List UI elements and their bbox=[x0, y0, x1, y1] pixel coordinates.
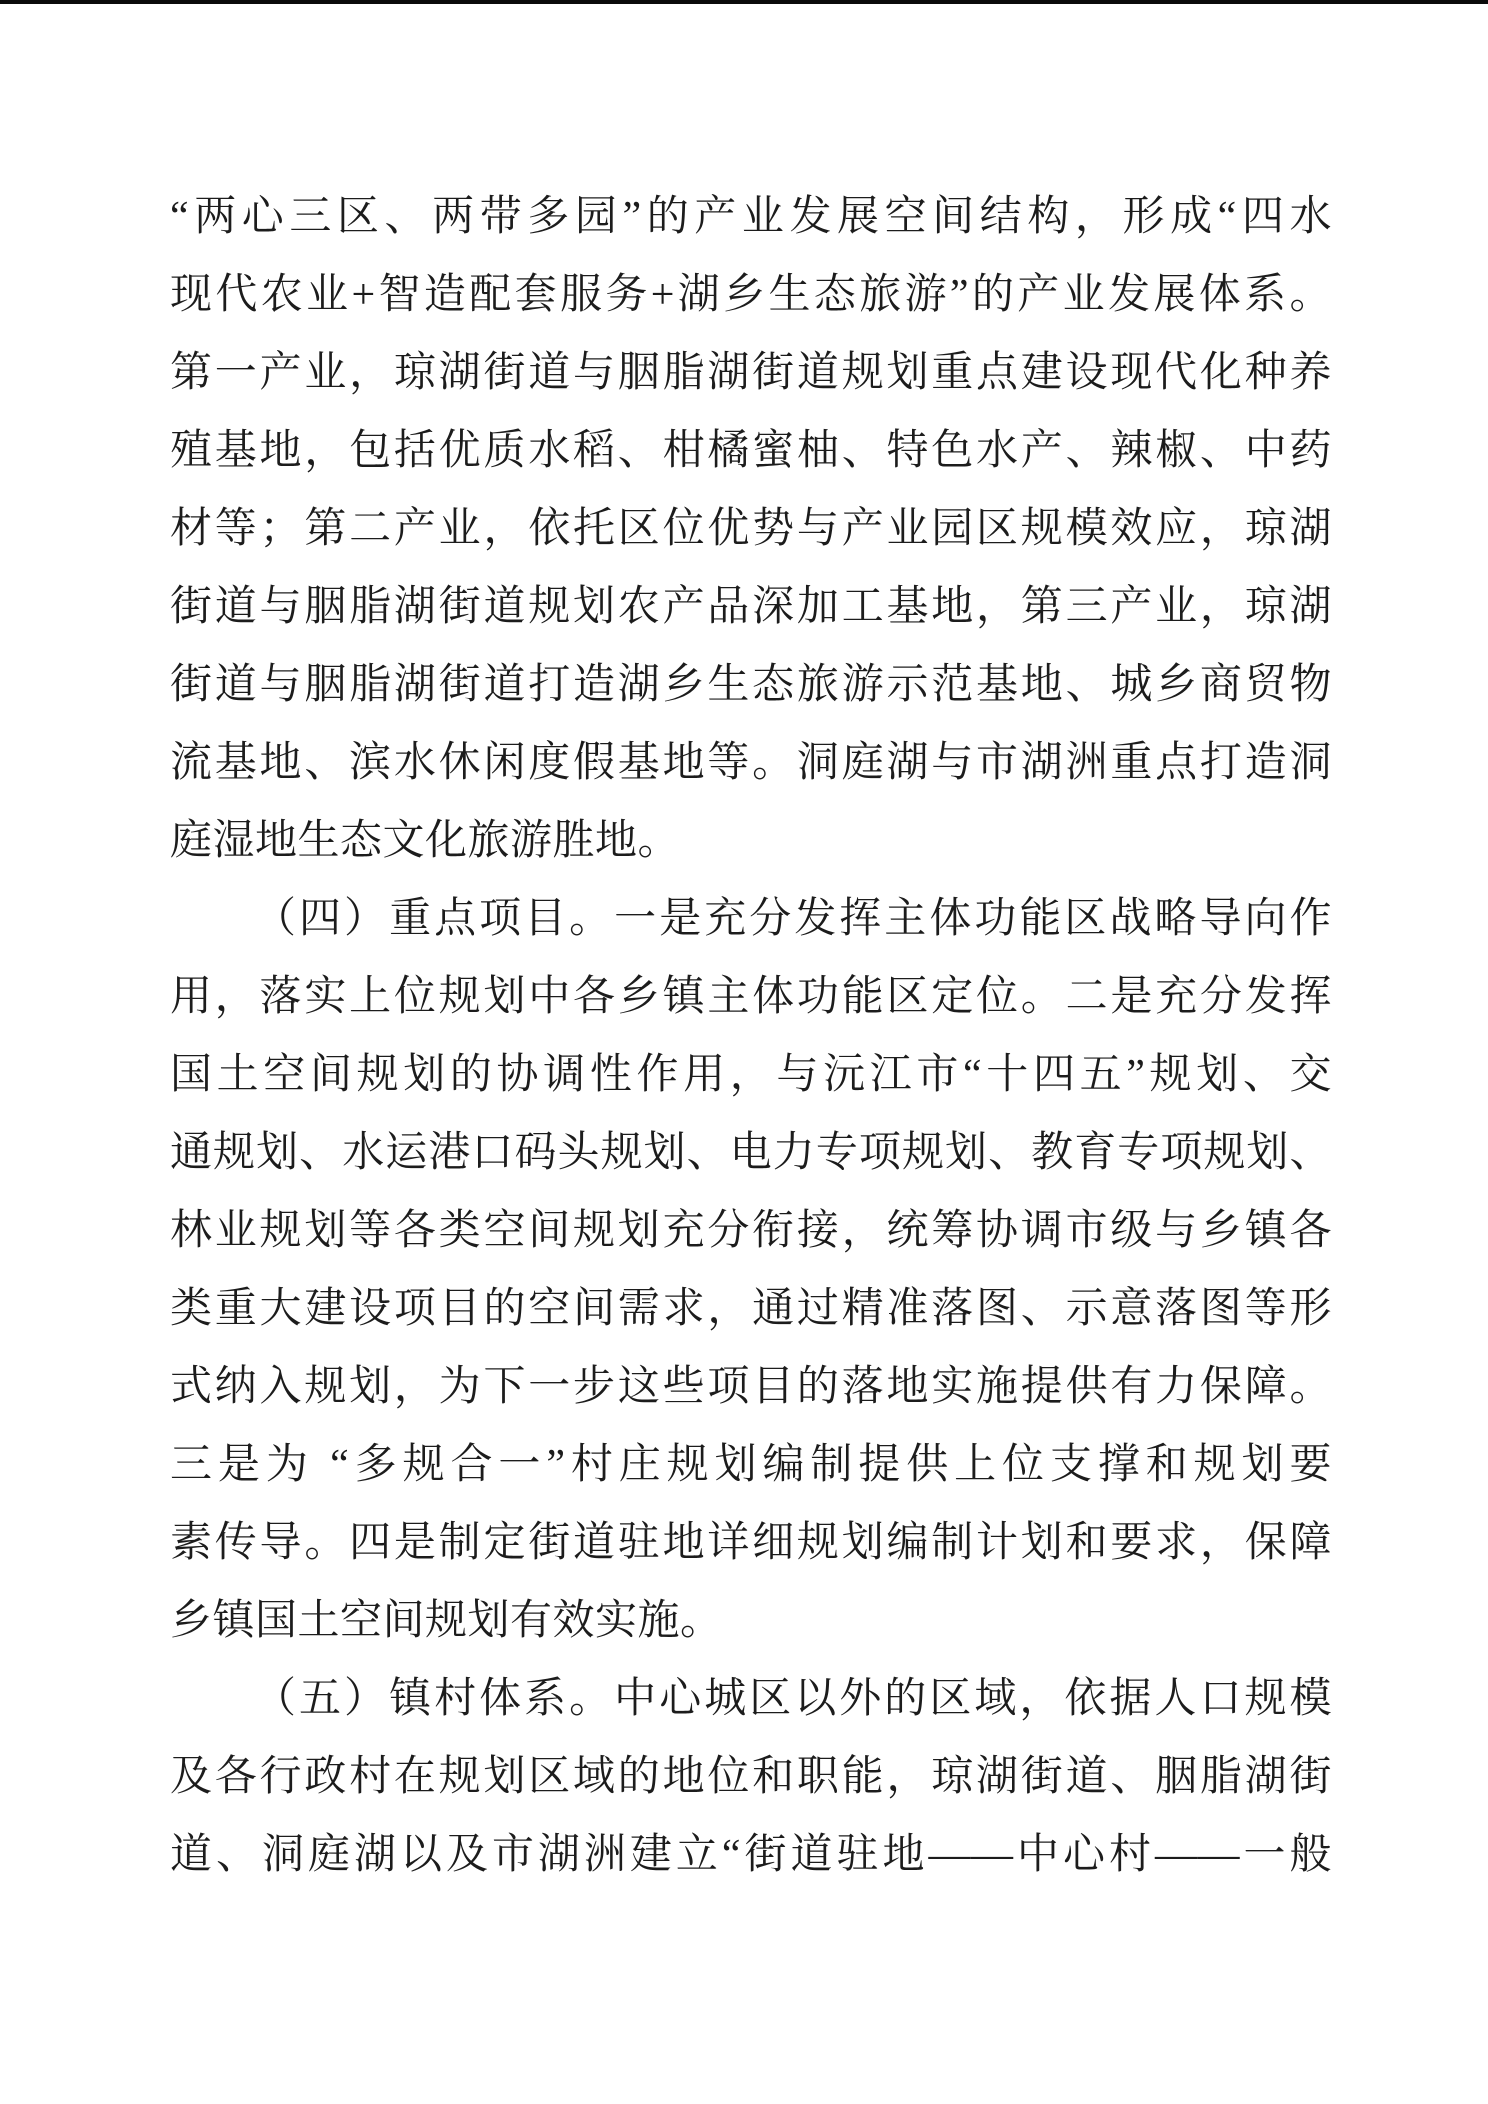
text-line: 用，落实上位规划中各乡镇主体功能区定位。二是充分发挥 bbox=[170, 974, 1332, 1020]
document-text-block bbox=[170, 178, 1332, 1894]
text-line: 林业规划等各类空间规划充分衔接，统筹协调市级与乡镇各 bbox=[170, 1208, 1332, 1254]
text-line: 道、洞庭湖以及市湖洲建立“街道驻地——中心村——一般 bbox=[170, 1832, 1332, 1878]
text-line: 现代农业+智造配套服务+湖乡生态旅游”的产业发展体系。 bbox=[170, 272, 1332, 318]
paragraph-key-projects bbox=[170, 880, 1332, 1660]
text-line: 类重大建设项目的空间需求，通过精准落图、示意落图等形 bbox=[170, 1286, 1332, 1332]
text-line: 式纳入规划，为下一步这些项目的落地实施提供有力保障。 bbox=[170, 1364, 1332, 1410]
text-line: 及各行政村在规划区域的地位和职能，琼湖街道、胭脂湖街 bbox=[170, 1754, 1332, 1800]
paragraph-town-village-system bbox=[170, 1660, 1332, 1894]
text-line: 街道与胭脂湖街道打造湖乡生态旅游示范基地、城乡商贸物 bbox=[170, 662, 1332, 708]
page-top-edge-line bbox=[0, 0, 1488, 4]
text-line: （五）镇村体系。中心城区以外的区域，依据人口规模 bbox=[254, 1676, 1332, 1722]
text-line: “两心三区、两带多园”的产业发展空间结构，形成“四水 bbox=[170, 194, 1332, 240]
text-line: 第一产业，琼湖街道与胭脂湖街道规划重点建设现代化种养 bbox=[170, 350, 1332, 396]
text-line: 庭湿地生态文化旅游胜地。 bbox=[170, 818, 681, 864]
text-line: 街道与胭脂湖街道规划农产品深加工基地，第三产业，琼湖 bbox=[170, 584, 1332, 630]
text-line: 乡镇国土空间规划有效实施。 bbox=[170, 1598, 723, 1644]
text-line: 材等；第二产业，依托区位优势与产业园区规模效应，琼湖 bbox=[170, 506, 1332, 552]
text-line: 素传导。四是制定街道驻地详细规划编制计划和要求，保障 bbox=[170, 1520, 1332, 1566]
paragraph-industry-system bbox=[170, 178, 1332, 880]
text-line: 三是为 “多规合一”村庄规划编制提供上位支撑和规划要 bbox=[170, 1442, 1332, 1488]
text-line: 流基地、滨水休闲度假基地等。洞庭湖与市湖洲重点打造洞 bbox=[170, 740, 1332, 786]
text-line: 殖基地，包括优质水稻、柑橘蜜柚、特色水产、辣椒、中药 bbox=[170, 428, 1332, 474]
text-line: 通规划、水运港口码头规划、电力专项规划、教育专项规划、 bbox=[170, 1130, 1332, 1176]
text-line: （四）重点项目。一是充分发挥主体功能区战略导向作 bbox=[254, 896, 1332, 942]
text-line: 国土空间规划的协调性作用，与沅江市“十四五”规划、交 bbox=[170, 1052, 1332, 1098]
